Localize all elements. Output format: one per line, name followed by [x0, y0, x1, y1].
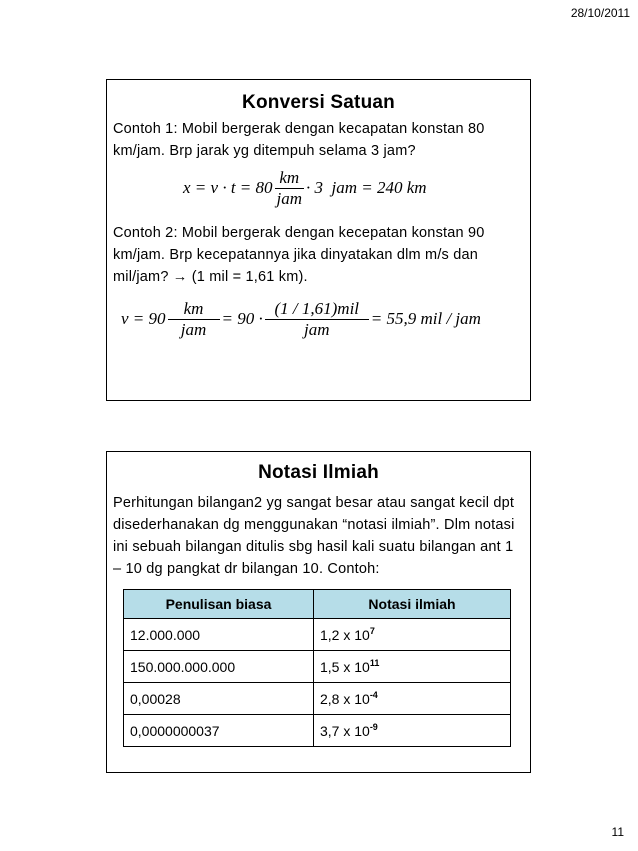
slide-konversi-satuan: [106, 79, 531, 401]
fraction-denominator: jam: [304, 319, 330, 339]
scientific-cell: [313, 619, 510, 651]
equation-2-rhs: = 55,9 mil / jam: [370, 309, 481, 328]
fraction-denominator: jam: [180, 319, 207, 339]
scientific-cell: [313, 683, 510, 715]
date-header: 28/10/2011: [570, 6, 630, 20]
table-row: [124, 715, 511, 747]
table-row: [124, 651, 511, 683]
equation-2-lhs: v = 90: [121, 309, 166, 328]
mantissa: 2,8 x 10: [319, 691, 370, 707]
fraction-numerator: km: [183, 298, 204, 318]
equation-1: [183, 162, 530, 214]
notation-table: [123, 589, 511, 747]
plain-number-cell: 0,00028: [124, 683, 314, 715]
mantissa: 1,5 x 10: [319, 659, 370, 675]
exponent: 7: [369, 626, 375, 636]
table-row: [124, 619, 511, 651]
exponent: -9: [369, 722, 378, 732]
table-row: [124, 683, 511, 715]
header-notasi-ilmiah: Notasi ilmiah: [313, 590, 510, 619]
equation-2: [121, 288, 530, 350]
fraction-numerator: (1 / 1,61)mil: [274, 298, 360, 318]
slide-title: Konversi Satuan: [242, 92, 395, 113]
slide-title: Notasi Ilmiah: [258, 462, 379, 483]
slide-notasi-ilmiah: [106, 451, 531, 773]
scientific-cell: [313, 651, 510, 683]
scientific-cell: [313, 715, 510, 747]
fraction-numerator: km: [279, 167, 300, 187]
equation-1-lhs: x = v · t = 80: [183, 178, 273, 197]
table-header-row: [124, 590, 511, 619]
plain-number-cell: 12.000.000: [124, 619, 314, 651]
equation-2-fraction-1: [168, 299, 220, 340]
example-1-text: Contoh 1: Mobil bergerak dengan kecapatan konstan 80 km/jam. Brp jarak yg ditempuh selama 3 jam?: [113, 121, 485, 159]
equation-2-fraction-2: [265, 299, 369, 340]
equation-1-rhs: · 3 jam = 240 km: [306, 178, 427, 197]
equation-2-mid: = 90 ·: [221, 309, 263, 328]
exponent: 11: [369, 658, 380, 668]
header-penulisan-biasa: Penulisan biasa: [124, 590, 314, 619]
notation-paragraph: Perhitungan bilangan2 yg sangat besar atau sangat kecil dpt disederhanakan dg menggunakan “notasi ilmiah”. Dlm notasi ini sebuah bilangan ditulis sbg hasil kali suatu bilangan ant 1 – 10 dg pangkat dr bilangan 10. Contoh:: [113, 495, 515, 577]
equation-1-fraction: [275, 168, 305, 209]
mantissa: 1,2 x 10: [319, 627, 370, 643]
plain-number-cell: 150.000.000.000: [124, 651, 314, 683]
exponent: -4: [369, 690, 378, 700]
plain-number-cell: 0,0000000037: [124, 715, 314, 747]
page-number: 11: [611, 825, 624, 839]
fraction-denominator: jam: [276, 188, 303, 208]
example-2-text: Contoh 2: Mobil bergerak dengan kecepatan konstan 90 km/jam. Brp kecepatannya jika dinyatakan dlm m/s dan mil/jam? → (1 mil = 1,61 km).: [113, 225, 485, 285]
mantissa: 3,7 x 10: [319, 723, 370, 739]
